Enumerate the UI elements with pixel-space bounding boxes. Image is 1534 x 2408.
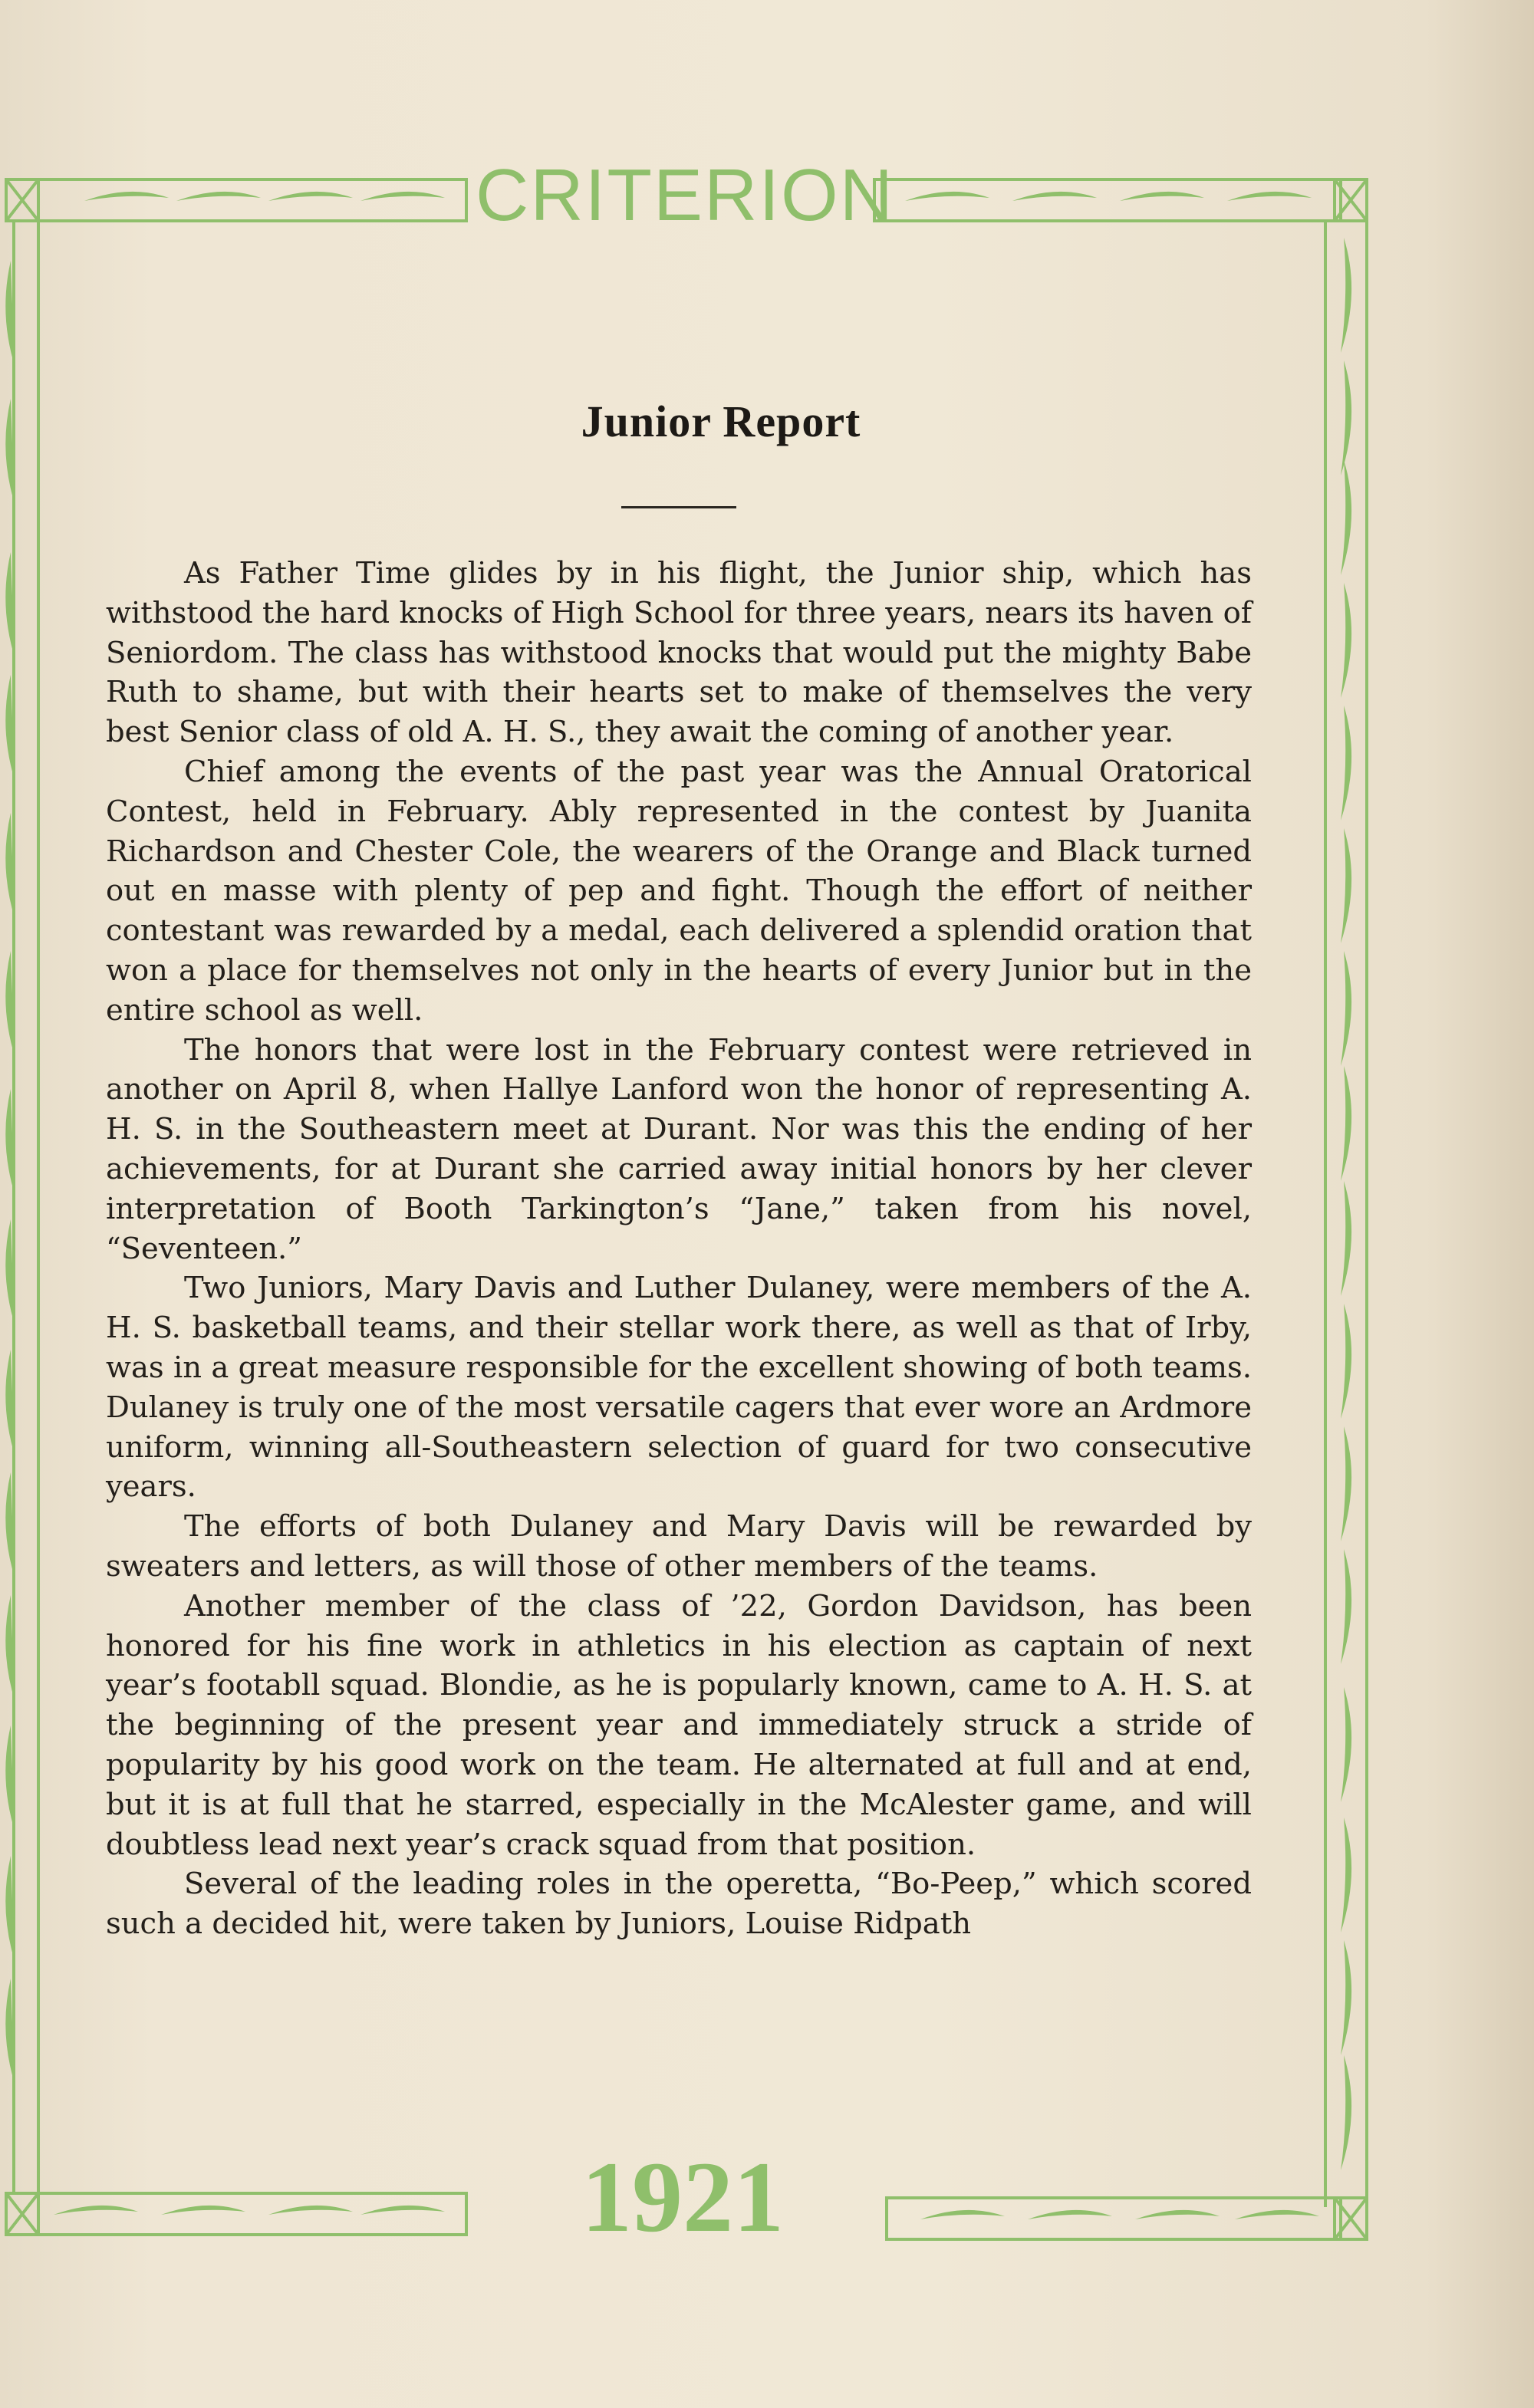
article-heading: Junior Report <box>581 396 861 446</box>
yearbook-year: 1921 <box>581 2140 784 2253</box>
paragraph: The honors that were lost in the February contest were retrieved in another on April 8, when Hallye Lanford won the honor of representing A. H. S. in the Southeastern meet at Durant. Nor was this the ending of her achievements, for at Durant she carried away initial honors by her clever interpretation of Booth Tarkington’s “Jane,” taken from his novel, “Seventeen.” <box>106 1032 1252 1266</box>
paragraph: Several of the leading roles in the operetta, “Bo-Peep,” which scored such a decided hit, were taken by Juniors, Louise Ridpath <box>106 1867 1252 1942</box>
article-body <box>106 554 1252 1944</box>
paragraph: Two Juniors, Mary Davis and Luther Dulaney, were members of the A. H. S. basketball teams, and their stellar work there, as well as that of Irby, was in a great measure responsible for the excellent showing of both teams. Dulaney is truly one of the most versatile cagers that ever wore an Ardmore uniform, winning all-Southeastern selection of guard for two consecutive years. <box>106 1271 1252 1505</box>
paragraph: Another member of the class of ’22, Gordon Davidson, has been honored for his fine work in athletics in his election as captain of next year’s footabll squad. Blondie, as he is popularly known, came to A. H. S. at the beginning of the present year and immediately struck a stride of popularity by his good work on the team. He alternated at full and at end, but it is at full that he starred, especially in the McAlester game, and will doubtless lead next year’s crack squad from that position. <box>106 1588 1252 1862</box>
yearbook-title: CRITERION <box>476 154 894 236</box>
heading-divider <box>621 506 736 508</box>
paragraph: As Father Time glides by in his flight, the Junior ship, which has withstood the hard knocks of High School for three years, nears its haven of Seniordom. The class has withstood knocks that would put the mighty Babe Ruth to shame, but with their hearts set to make of themselves the very best Senior class of old A. H. S., they await the coming of another year. <box>106 556 1252 750</box>
paragraph: The efforts of both Dulaney and Mary Davis will be rewarded by sweaters and letters, as will those of other members of the teams. <box>106 1509 1252 1584</box>
paragraph: Chief among the events of the past year was the Annual Oratorical Contest, held in February. Ably represented in the contest by Juanita Richardson and Chester Cole, the wearers of the Orange and Black turned out en masse with plenty of pep and fight. Though the effort of neither contestant was rewarded by a medal, each delivered a splendid oration that won a place for themselves not only in the hearts of every Junior but in the entire school as well. <box>106 754 1252 1028</box>
